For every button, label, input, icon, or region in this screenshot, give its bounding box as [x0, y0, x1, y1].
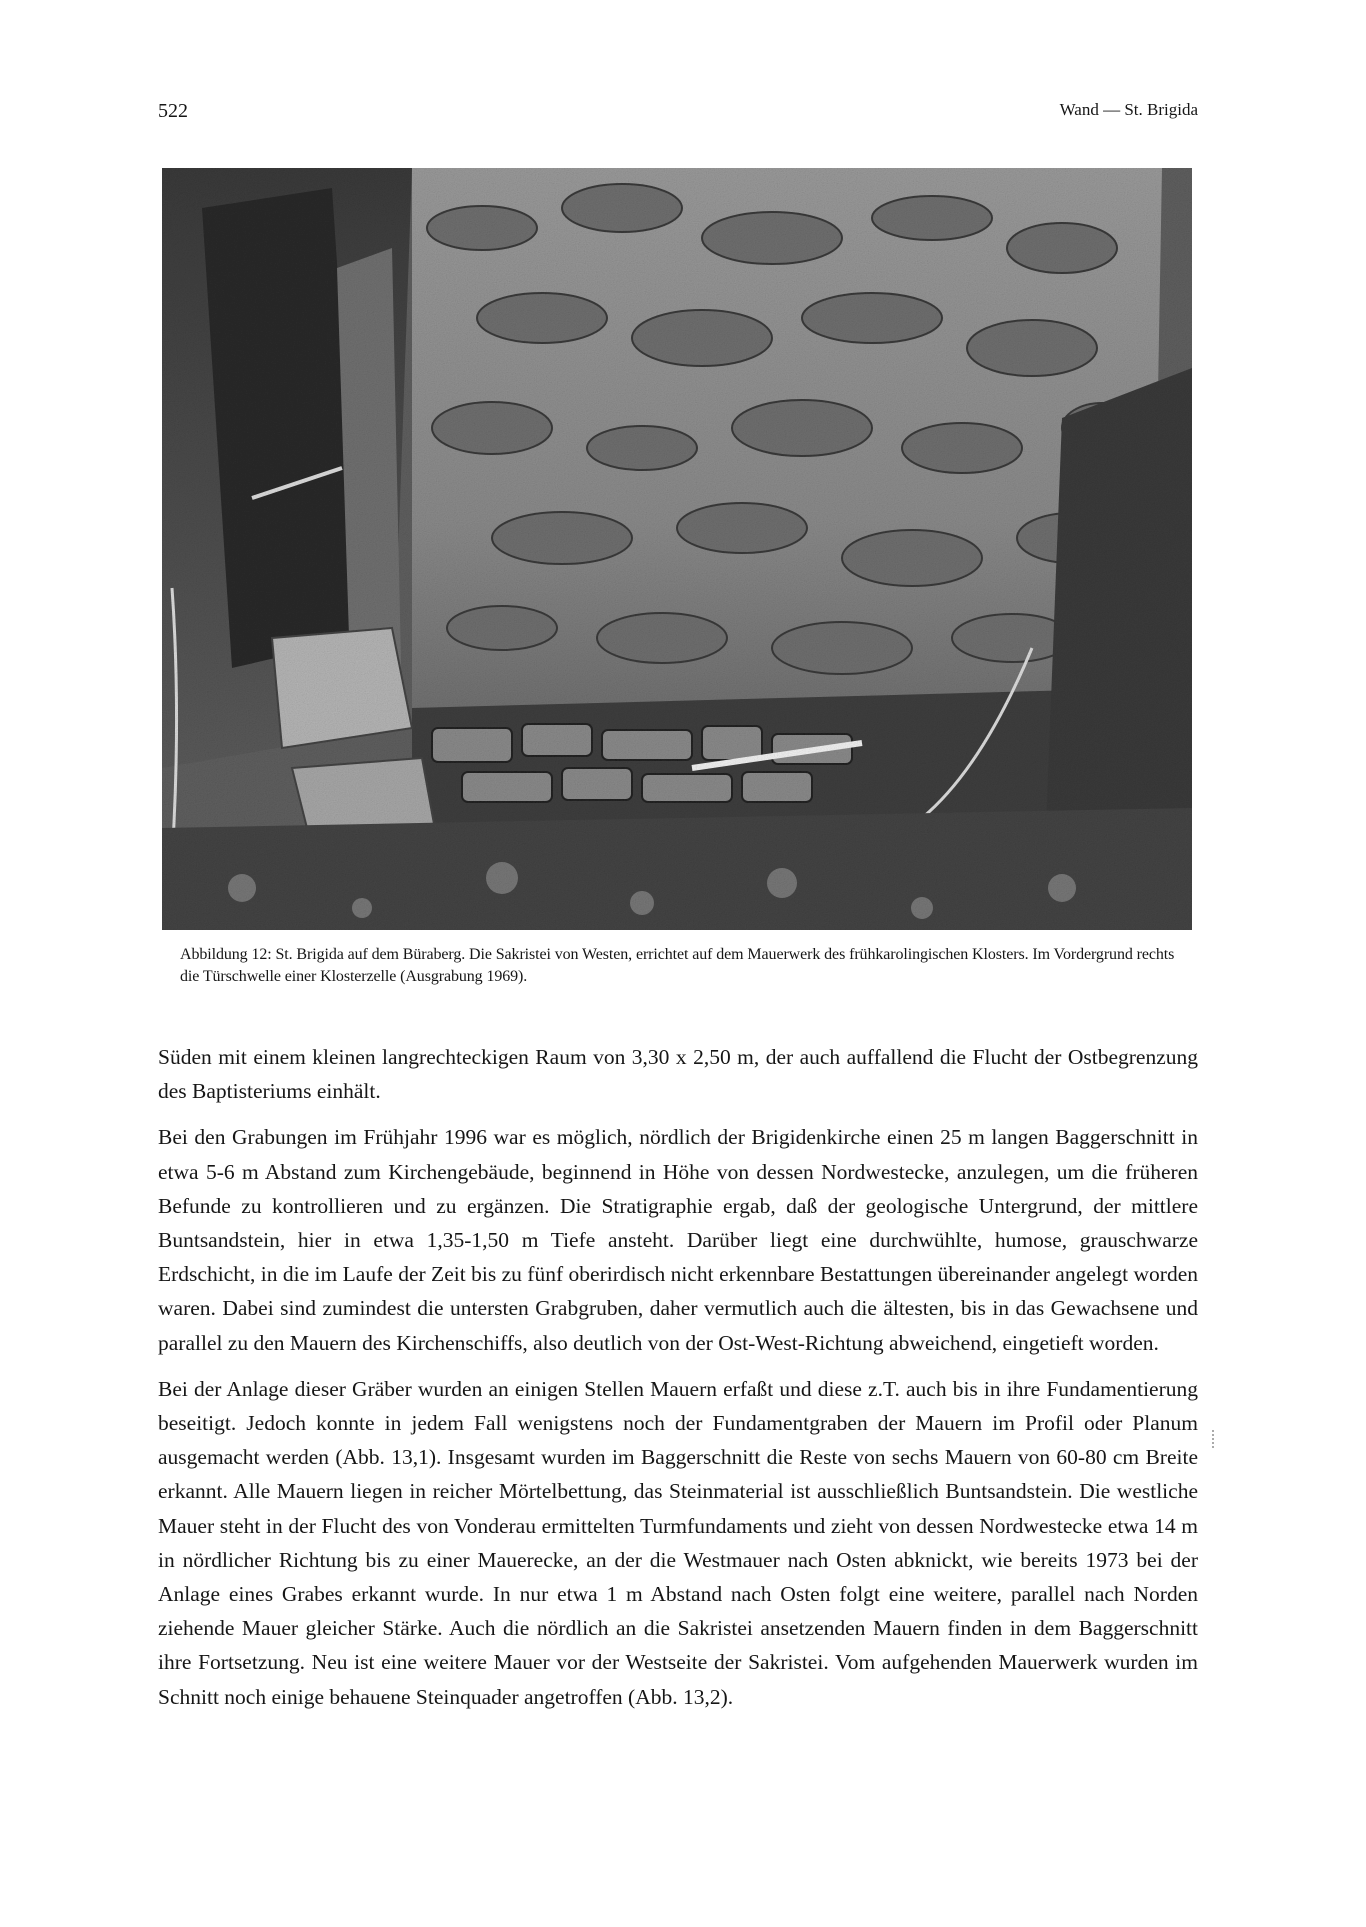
- margin-mark: [1212, 1430, 1218, 1448]
- running-head: Wand — St. Brigida: [1059, 100, 1198, 119]
- paragraph: Bei der Anlage dieser Gräber wurden an einigen Stellen Mauern erfaßt und diese z.T. auch bis in ihre Fundamentierung beseitigt. Jedoch konnte in jedem Fall wenigstens noch der Fundamentgraben der Mauern im Profil oder Planum ausgemacht werden (Abb. 13,1). Insgesamt wurden im Baggerschnitt die Reste von sechs Mauern von 60-80 cm Breite erkannt. Alle Mauern liegen in reicher Mörtelbettung, das Steinmaterial ist ausschließlich Buntsandstein. Die westliche Mauer steht in der Flucht des von Vonderau ermittelten Turmfundaments und zieht von dessen Nordwestecke etwa 14 m in nördlicher Richtung bis zu einer Mauerecke, an der die Westmauer nach Osten abknickt, wie bereits 1973 bei der Anlage eines Grabes erkannt wurde. In nur etwa 1 m Abstand nach Osten folgt eine weitere, parallel nach Norden ziehende Mauer gleicher Stärke. Auch die nördlich an die Sakristei ansetzenden Mauern finden in dem Baggerschnitt ihre Fortsetzung. Neu ist eine weitere Mauer vor der Westseite der Sakristei. Vom aufgehenden Mauerwerk wurden im Schnitt noch einige behauene Steinquader angetroffen (Abb. 13,2).: [158, 1376, 1198, 1709]
- body-text: [158, 1040, 1198, 1726]
- figure-caption: Abbildung 12: St. Brigida auf dem Büraberg. Die Sakristei von Westen, errichtet auf dem Mauerwerk des frühkarolingischen Klosters. Im Vordergrund rechts die Türschwelle einer Klosterzelle (Ausgrabung 1969).: [180, 946, 1175, 985]
- paragraph: Süden mit einem kleinen langrechteckigen Raum von 3,30 x 2,50 m, der auch auffallend die Flucht der Ostbegrenzung des Baptisteriums einhält.: [158, 1045, 1198, 1104]
- figure-photo: [162, 168, 1192, 930]
- page-header: [158, 100, 1198, 130]
- page-number: 522: [158, 100, 188, 122]
- excavation-photo-illustration: [162, 168, 1192, 930]
- paragraph: Bei den Grabungen im Frühjahr 1996 war es möglich, nördlich der Brigidenkirche einen 25 m langen Baggerschnitt in etwa 5-6 m Abstand zum Kirchengebäude, beginnend in Höhe von dessen Nordwestecke, anzulegen, um die früheren Befunde zu kontrollieren und zu ergänzen. Die Stratigraphie ergab, daß der geologische Untergrund, der mittlere Buntsandstein, hier in etwa 1,35-1,50 m Tiefe ansteht. Darüber liegt eine durchwühlte, humose, grauschwarze Erdschicht, in die im Laufe der Zeit bis zu fünf oberirdisch nicht erkennbare Bestattungen übereinander angelegt worden waren. Dabei sind zumindest die untersten Grabgruben, daher vermutlich auch die ältesten, bis in das Gewachsene und parallel zu den Mauern des Kirchenschiffs, also deutlich von der Ost-West-Richtung abweichend, eingetieft worden.: [158, 1125, 1198, 1355]
